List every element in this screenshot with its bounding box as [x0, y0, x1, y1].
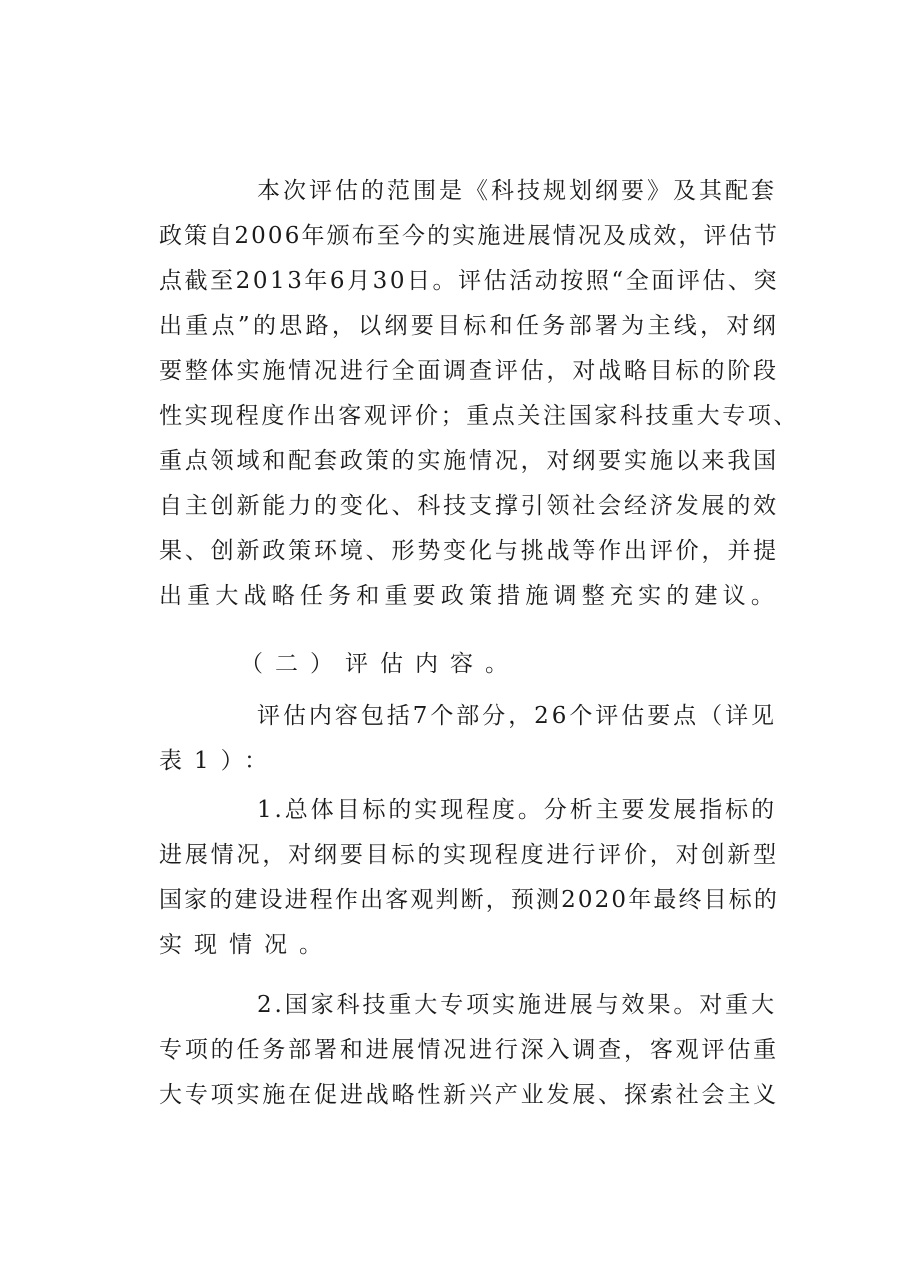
- paragraph-1-line-10: 出重大战略任务和重要政策措施调整充实的建议。: [159, 583, 779, 609]
- section-heading: （二）评估内容。: [240, 651, 520, 677]
- item-2-line-1: 2.国家科技重大专项实施进展与效果。对重大: [257, 992, 777, 1018]
- item-1-line-4: 实现情况。: [159, 932, 334, 958]
- paragraph-1-line-8: 自主创新能力的变化、科技支撑引领社会经济发展的效: [159, 493, 779, 519]
- item-2-line-3: 大专项实施在促进战略性新兴产业发展、探索社会主义: [159, 1082, 779, 1108]
- paragraph-1-line-1: 本次评估的范围是《科技规划纲要》及其配套: [257, 178, 777, 204]
- paragraph-2-line-2: 表1）：: [159, 748, 280, 774]
- item-1-line-2: 进展情况，对纲要目标的实现程度进行评价，对创新型: [159, 842, 779, 868]
- item-2-line-2: 专项的任务部署和进展情况进行深入调查，客观评估重: [159, 1037, 779, 1063]
- paragraph-1-line-3: 点截至2013年6月30日。评估活动按照“全面评估、突: [159, 268, 779, 294]
- paragraph-1-line-2: 政策自2006年颁布至今的实施进展情况及成效，评估节: [159, 223, 779, 249]
- paragraph-1-line-4: 出重点”的思路，以纲要目标和任务部署为主线，对纲: [159, 313, 779, 339]
- paragraph-2-line-1: 评估内容包括7个部分，26个评估要点（详见: [257, 703, 777, 729]
- paragraph-1-line-7: 重点领域和配套政策的实施情况，对纲要实施以来我国: [159, 448, 779, 474]
- item-1-line-3: 国家的建设进程作出客观判断，预测2020年最终目标的: [159, 887, 779, 913]
- paragraph-1-line-9: 果、创新政策环境、形势变化与挑战等作出评价，并提: [159, 538, 779, 564]
- paragraph-1-line-6: 性实现程度作出客观评价；重点关注国家科技重大专项、: [159, 403, 799, 429]
- item-1-line-1: 1.总体目标的实现程度。分析主要发展指标的: [257, 797, 777, 823]
- paragraph-1-line-5: 要整体实施情况进行全面调查评估，对战略目标的阶段: [159, 358, 779, 384]
